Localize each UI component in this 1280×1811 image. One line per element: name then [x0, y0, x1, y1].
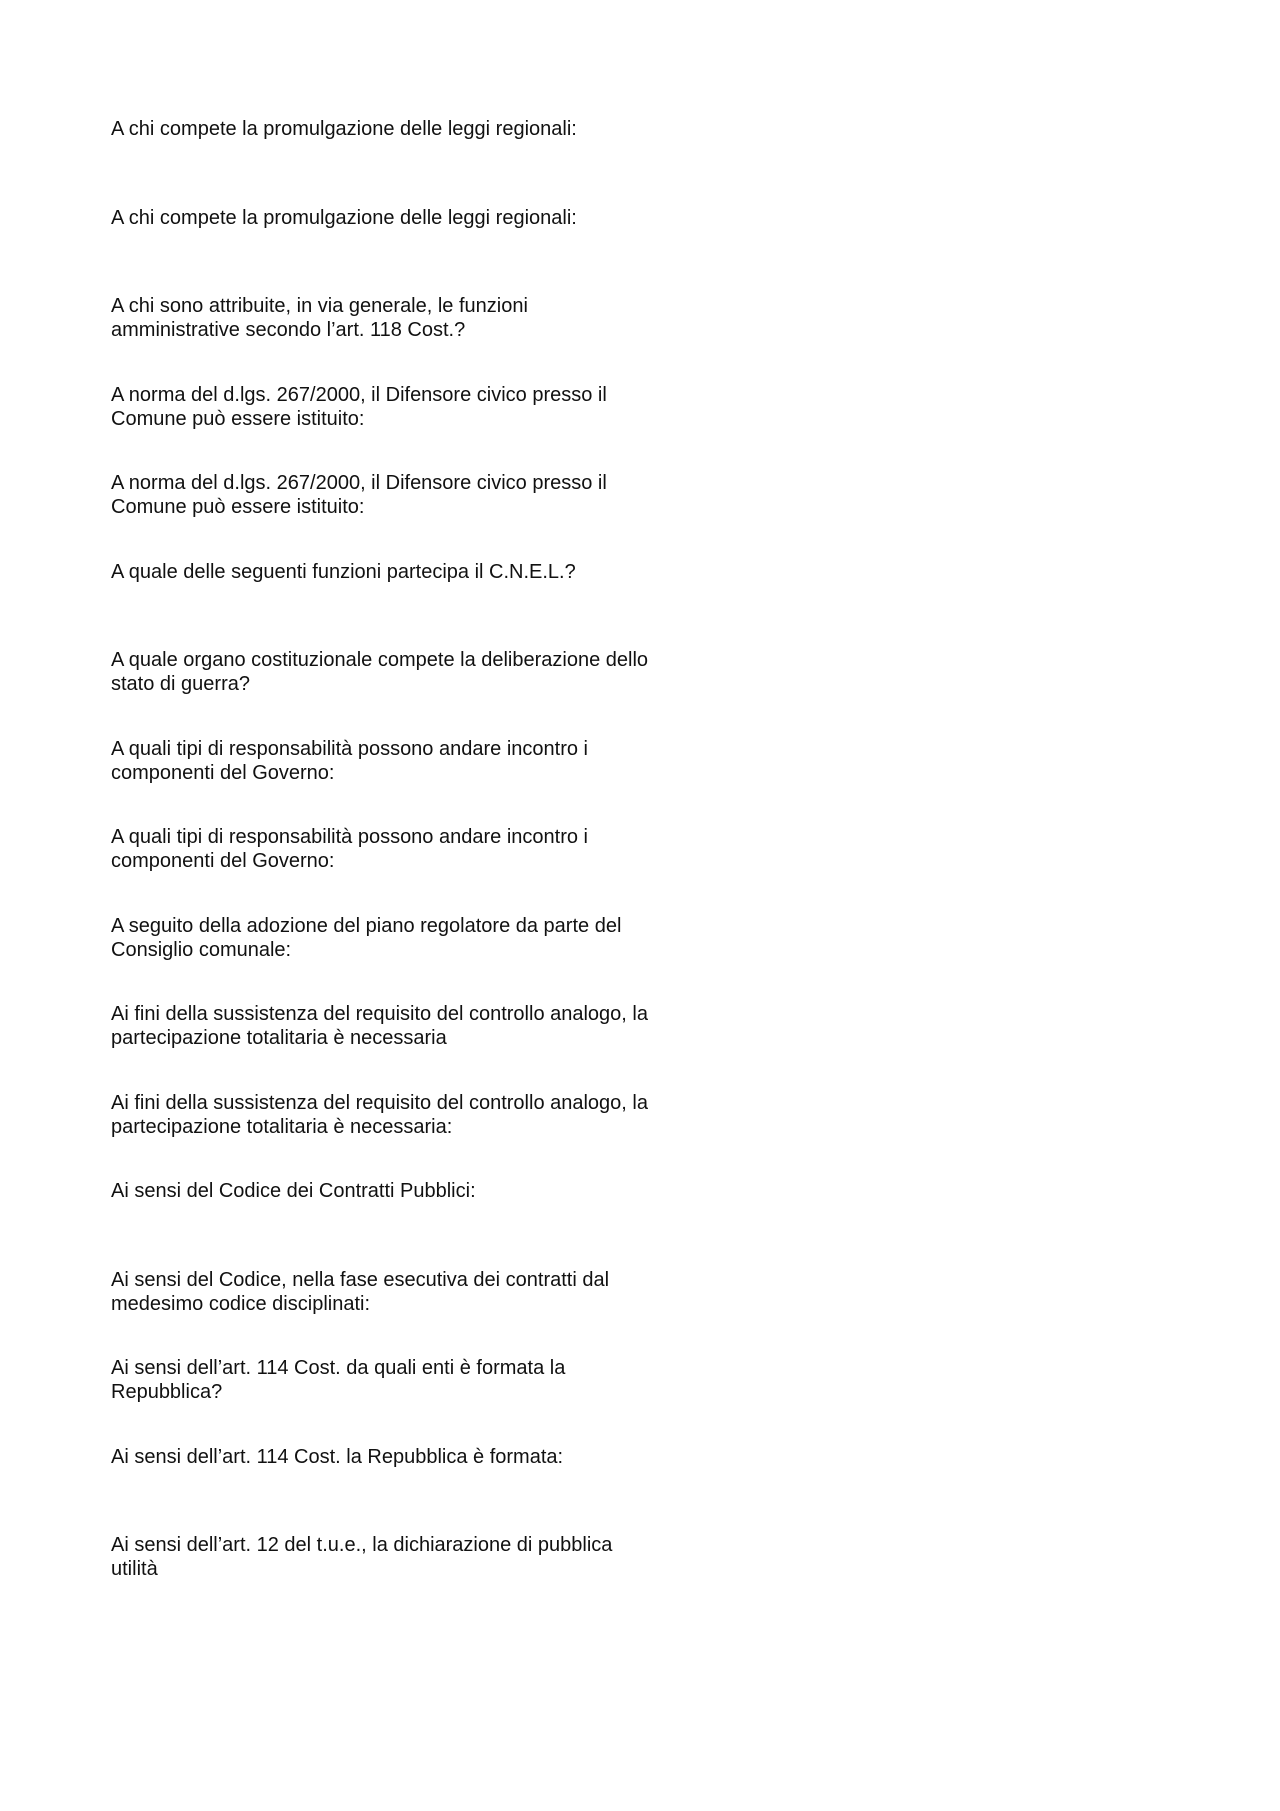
question-item — [111, 206, 731, 295]
question-text-line: componenti del Governo: — [111, 850, 335, 872]
question-text-line: A chi compete la promulgazione delle leggi regionali: — [111, 118, 577, 140]
question-item — [111, 1445, 731, 1534]
question-text-line: A quali tipi di responsabilità possono andare incontro i — [111, 826, 588, 848]
question-text-line: partecipazione totalitaria è necessaria: — [111, 1115, 453, 1138]
question-text-line: Ai sensi del Codice dei Contratti Pubblici: — [111, 1180, 476, 1202]
question-text-line: A quali tipi di responsabilità possono andare incontro i — [111, 737, 588, 760]
question-text-line: A chi sono attribuite, in via generale, le funzioni — [111, 295, 528, 317]
question-list — [111, 117, 731, 1622]
question-text-line: Ai sensi dell’art. 114 Cost. da quali enti è formata la — [111, 1357, 566, 1379]
question-text-line: amministrative secondo l’art. 118 Cost.? — [111, 319, 466, 341]
question-item — [111, 825, 731, 914]
question-text-line: Ai fini della sussistenza del requisito del controllo analogo, la — [111, 1091, 648, 1114]
question-item — [111, 471, 731, 560]
question-text-line: A norma del d.lgs. 267/2000, il Difensore civico presso il — [111, 383, 607, 406]
question-text-line: Ai sensi dell’art. 114 Cost. la Repubblica è formata: — [111, 1445, 564, 1468]
question-text-line: Ai sensi dell’art. 12 del t.u.e., la dichiarazione di pubblica — [111, 1534, 613, 1556]
question-item — [111, 737, 731, 826]
question-text-line: utilità — [111, 1558, 158, 1580]
question-text-line: componenti del Governo: — [111, 761, 335, 784]
question-text-line: Repubblica? — [111, 1381, 223, 1403]
question-item — [111, 1533, 731, 1622]
question-item — [111, 294, 731, 383]
question-text-line: Comune può essere istituito: — [111, 496, 365, 518]
question-text-line: partecipazione totalitaria è necessaria — [111, 1027, 447, 1049]
question-item — [111, 648, 731, 737]
question-item — [111, 1179, 731, 1268]
question-text-line: Comune può essere istituito: — [111, 407, 365, 430]
question-text-line: A norma del d.lgs. 267/2000, il Difensore civico presso il — [111, 472, 607, 494]
question-text-line: A seguito della adozione del piano regolatore da parte del — [111, 914, 622, 937]
question-item — [111, 1002, 731, 1091]
question-text-line: Consiglio comunale: — [111, 938, 292, 961]
question-item — [111, 1268, 731, 1357]
question-text-line: A quale organo costituzionale compete la deliberazione dello — [111, 649, 649, 671]
question-item — [111, 914, 731, 1003]
question-text-line: A quale delle seguenti funzioni partecipa il C.N.E.L.? — [111, 560, 576, 583]
question-item — [111, 1356, 731, 1445]
question-text-line: stato di guerra? — [111, 673, 250, 695]
question-item — [111, 117, 731, 206]
question-item — [111, 560, 731, 649]
question-item — [111, 1091, 731, 1180]
question-text-line: Ai sensi del Codice, nella fase esecutiva dei contratti dal — [111, 1268, 610, 1291]
question-item — [111, 383, 731, 472]
question-text-line: Ai fini della sussistenza del requisito del controllo analogo, la — [111, 1003, 648, 1025]
question-text-line: medesimo codice disciplinati: — [111, 1292, 371, 1315]
question-text-line: A chi compete la promulgazione delle leggi regionali: — [111, 206, 577, 229]
